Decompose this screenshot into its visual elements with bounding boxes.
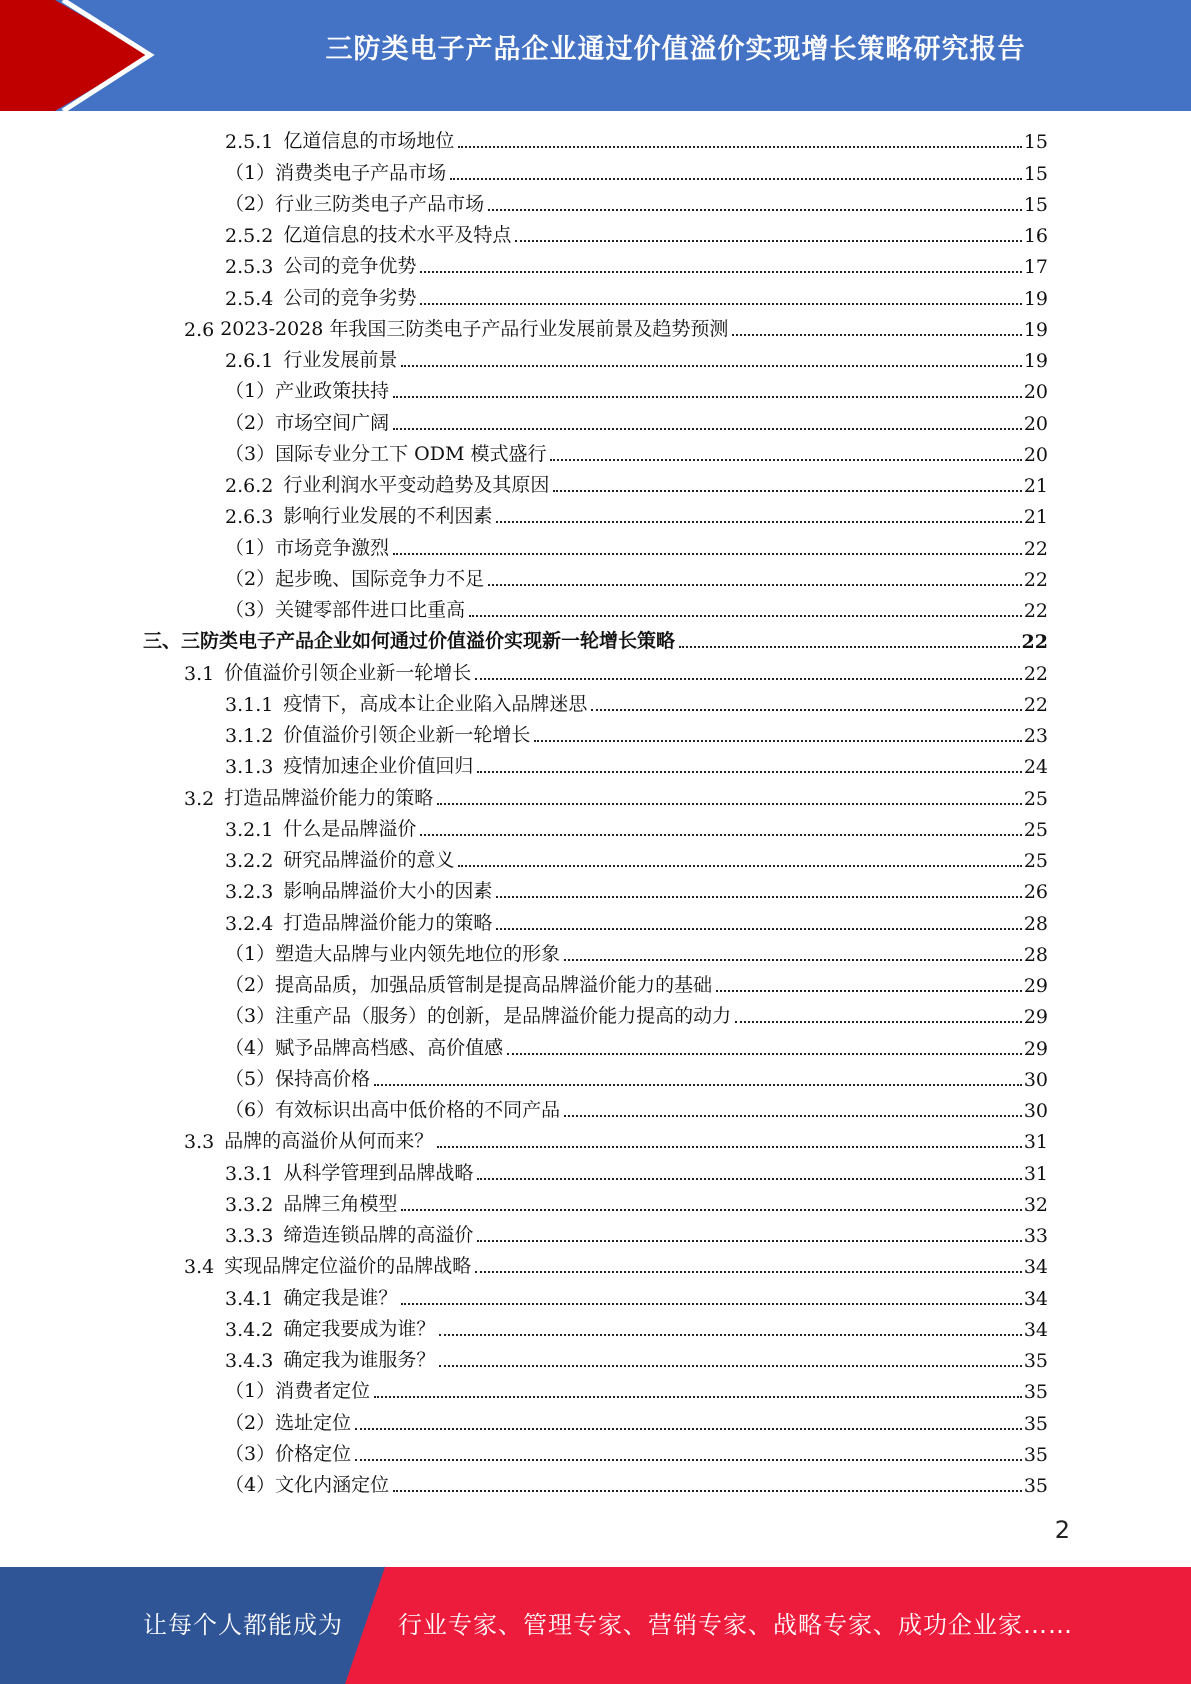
toc-entry[interactable]	[0, 597, 1191, 628]
toc-entry-title: 2023-2028 年我国三防类电子产品行业发展前景及趋势预测	[220, 317, 729, 340]
toc-entry-title: 三防类电子产品企业如何通过价值溢价实现新一轮增长策略	[181, 630, 676, 653]
toc-dot-leader	[507, 1053, 1022, 1055]
toc-entry[interactable]	[0, 534, 1191, 565]
toc-entry[interactable]	[0, 1034, 1191, 1065]
toc-entry-number: 2.5.3	[225, 256, 274, 279]
toc-entry[interactable]	[0, 378, 1191, 409]
toc-entry-line	[225, 283, 1048, 310]
toc-entry-page: 30	[1023, 1100, 1048, 1122]
toc-entry-line	[225, 970, 1048, 997]
toc-dot-leader	[458, 865, 1021, 867]
toc-entry-page: 29	[1023, 975, 1048, 997]
toc-entry-title: 文化内涵定位	[275, 1474, 390, 1496]
toc-entry[interactable]	[0, 1378, 1191, 1409]
toc-entry-page: 28	[1023, 943, 1048, 966]
toc-entry-title: 选址定位	[275, 1411, 352, 1434]
toc-dot-leader	[534, 740, 1021, 742]
toc-entry-number: （1）	[225, 380, 276, 403]
toc-entry-page: 21	[1023, 475, 1048, 497]
toc-entry-line	[225, 533, 1048, 560]
toc-entry-number: （3）	[225, 599, 276, 621]
toc-entry-number: 三、	[143, 630, 182, 653]
toc-dot-leader	[374, 1084, 1022, 1086]
toc-entry-number: 2.5.4	[225, 287, 274, 310]
toc-entry-number: （2）	[225, 192, 276, 215]
toc-entry-line	[225, 126, 1048, 153]
toc-entry-line	[225, 1376, 1048, 1403]
toc-entry-page: 15	[1023, 131, 1048, 154]
toc-dot-leader	[439, 1334, 1021, 1336]
toc-dot-leader	[496, 521, 1021, 523]
toc-entry-number: （3）	[225, 442, 276, 465]
toc-entry-line	[225, 595, 1048, 622]
toc-entry-page: 34	[1023, 1256, 1048, 1279]
toc-entry-title: 赋予品牌高档感、高价值感	[275, 1036, 504, 1059]
toc-entry-number: （5）	[225, 1067, 276, 1090]
toc-entry-number: 3.3	[184, 1131, 215, 1154]
toc-entry-title: 打造品牌溢价能力的策略	[224, 786, 434, 809]
toc-entry-title: 消费类电子产品市场	[275, 161, 447, 184]
toc-entry-line	[225, 1001, 1048, 1028]
toc-entry[interactable]	[0, 159, 1191, 190]
toc-entry-number: （3）	[225, 1005, 276, 1028]
toc-entry[interactable]	[0, 441, 1191, 472]
toc-entry-number: （3）	[225, 1442, 276, 1465]
toc-entry-page: 22	[1023, 693, 1048, 716]
toc-entry-number: 3.2	[184, 787, 215, 810]
toc-dot-leader	[374, 1396, 1022, 1398]
toc-dot-leader	[401, 1303, 1021, 1305]
toc-entry-line	[225, 1283, 1048, 1310]
toc-entry[interactable]	[0, 691, 1191, 722]
toc-entry-line	[225, 814, 1048, 841]
toc-entry-line	[225, 1470, 1048, 1497]
toc-entry[interactable]	[0, 628, 1191, 659]
toc-entry-number: （2）	[225, 411, 276, 434]
toc-dot-leader	[475, 1271, 1022, 1273]
toc-entry-page: 22	[1023, 662, 1048, 685]
toc-entry-title: 疫情下，高成本让企业陷入品牌迷思	[283, 692, 588, 715]
toc-entry-page: 17	[1023, 256, 1048, 279]
toc-entry-number: 2.5.1	[225, 131, 274, 154]
toc-entry-line	[225, 908, 1048, 935]
toc-entry-line	[225, 470, 1048, 497]
toc-entry-page: 35	[1023, 1443, 1048, 1466]
toc-entry-title: 实现品牌定位溢价的品牌战略	[224, 1255, 472, 1278]
toc-entry-title: 确定我为谁服务？	[283, 1349, 436, 1371]
toc-entry-line	[184, 314, 1048, 341]
toc-entry[interactable]	[0, 1159, 1191, 1190]
toc-entry-line	[225, 501, 1048, 528]
toc-entry[interactable]	[0, 253, 1191, 284]
toc-entry-number: 2.6.3	[225, 506, 274, 529]
toc-entry-page: 19	[1023, 318, 1048, 341]
toc-entry-line	[225, 1064, 1048, 1091]
toc-dot-leader	[716, 990, 1022, 992]
toc-entry-page: 16	[1023, 225, 1048, 247]
toc-entry-line	[225, 1189, 1048, 1216]
toc-entry[interactable]	[0, 222, 1191, 253]
toc-entry[interactable]	[0, 722, 1191, 753]
toc-entry[interactable]	[0, 847, 1191, 878]
toc-entry-number: （1）	[225, 942, 276, 965]
toc-dot-leader	[401, 365, 1021, 367]
toc-entry-title: 关键零部件进口比重高	[275, 599, 466, 621]
toc-entry[interactable]	[0, 191, 1191, 222]
toc-entry-line	[225, 1345, 1048, 1372]
toc-entry-number: （2）	[225, 1411, 276, 1434]
toc-dot-leader	[450, 178, 1022, 180]
toc-entry-number: 3.4.3	[225, 1350, 274, 1372]
toc-entry[interactable]	[0, 816, 1191, 847]
toc-entry[interactable]	[0, 1347, 1191, 1378]
toc-dot-leader	[420, 271, 1021, 273]
toc-entry-line	[225, 189, 1048, 216]
toc-entry-title: 产业政策扶持	[275, 380, 390, 403]
toc-entry-page: 25	[1023, 818, 1048, 841]
toc-entry[interactable]	[0, 1097, 1191, 1128]
table-of-contents	[0, 128, 1191, 1503]
toc-entry-line	[225, 158, 1048, 185]
toc-dot-leader	[355, 1459, 1022, 1461]
toc-entry-number: （6）	[225, 1099, 276, 1121]
toc-entry-title: 提高品质，加强品质管制是提高品牌溢价能力的基础	[275, 974, 713, 996]
toc-entry-title: 保持高价格	[275, 1067, 371, 1090]
toc-entry-number: 3.3.2	[225, 1193, 274, 1216]
toc-entry-number: 2.6	[184, 318, 215, 341]
toc-entry[interactable]	[0, 1441, 1191, 1472]
toc-entry[interactable]	[0, 347, 1191, 378]
toc-entry-title: 亿道信息的技术水平及特点	[283, 224, 512, 246]
page-header	[0, 0, 1191, 111]
toc-entry[interactable]	[0, 1191, 1191, 1222]
toc-entry-number: 2.5.2	[225, 225, 274, 247]
toc-dot-leader	[439, 1365, 1021, 1367]
toc-dot-leader	[458, 146, 1021, 148]
toc-entry-line	[184, 1251, 1048, 1278]
toc-entry-line	[225, 1439, 1048, 1466]
toc-entry-line	[225, 408, 1048, 435]
toc-entry-number: 3.4.2	[225, 1318, 274, 1341]
toc-dot-leader	[488, 209, 1022, 211]
toc-entry-number: （1）	[225, 161, 276, 184]
toc-dot-leader	[437, 1146, 1022, 1148]
toc-entry-title: 起步晚、国际竞争力不足	[275, 567, 485, 590]
toc-entry[interactable]	[0, 409, 1191, 440]
toc-entry-title: 塑造大品牌与业内领先地位的形象	[275, 942, 561, 965]
toc-entry[interactable]	[0, 1222, 1191, 1253]
toc-entry[interactable]	[0, 1066, 1191, 1097]
toc-entry-number: 3.2.3	[225, 881, 274, 904]
toc-entry-line	[225, 1220, 1048, 1247]
toc-entry-number: （2）	[225, 567, 276, 590]
toc-entry-page: 35	[1023, 1350, 1048, 1372]
toc-entry-title: 注重产品（服务）的创新，是品牌溢价能力提高的动力	[275, 1005, 732, 1028]
toc-entry-number: 3.2.1	[225, 818, 274, 841]
toc-entry-title: 行业三防类电子产品市场	[275, 192, 485, 215]
toc-entry-page: 21	[1023, 506, 1048, 529]
toc-entry-page: 25	[1023, 850, 1048, 872]
toc-dot-leader	[496, 928, 1021, 930]
toc-entry-page: 34	[1023, 1318, 1048, 1341]
toc-entry-line	[225, 376, 1048, 403]
toc-dot-leader	[564, 959, 1022, 961]
toc-entry[interactable]	[0, 972, 1191, 1003]
toc-entry-title: 品牌的高溢价从何而来？	[224, 1130, 434, 1153]
toc-dot-leader	[469, 615, 1022, 617]
toc-entry-page: 29	[1023, 1037, 1048, 1060]
toc-entry-title: 亿道信息的市场地位	[283, 130, 455, 153]
toc-entry-line	[225, 1033, 1048, 1060]
toc-entry[interactable]	[0, 1253, 1191, 1284]
toc-entry[interactable]	[0, 1472, 1191, 1503]
toc-dot-leader	[591, 709, 1021, 711]
toc-entry-number: （1）	[225, 536, 276, 559]
toc-dot-leader	[477, 1240, 1021, 1242]
toc-entry-page: 24	[1023, 756, 1048, 779]
toc-entry-line	[225, 876, 1048, 903]
toc-entry-page: 19	[1023, 287, 1048, 310]
toc-entry-page: 33	[1023, 1225, 1048, 1247]
toc-entry[interactable]	[0, 659, 1191, 690]
toc-dot-leader	[564, 1115, 1022, 1117]
toc-entry-title: 市场竞争激烈	[275, 536, 390, 559]
toc-entry-title: 研究品牌溢价的意义	[283, 849, 455, 871]
toc-entry-page: 23	[1023, 725, 1048, 747]
toc-entry-number: 3.4	[184, 1256, 215, 1279]
toc-entry-number: 3.1.2	[225, 725, 274, 747]
toc-entry-title: 品牌三角模型	[283, 1192, 398, 1215]
toc-entry-page: 31	[1023, 1162, 1048, 1185]
toc-entry[interactable]	[0, 284, 1191, 315]
toc-dot-leader	[515, 240, 1021, 242]
toc-dot-leader	[679, 646, 1020, 648]
footer-slogan-right: 行业专家、管理专家、营销专家、战略专家、成功企业家……	[398, 1611, 1073, 1639]
toc-entry-line	[225, 1408, 1048, 1435]
toc-entry-number: 3.3.3	[225, 1225, 274, 1247]
toc-entry-line	[225, 689, 1048, 716]
toc-entry-page: 35	[1023, 1412, 1048, 1435]
toc-entry-line	[184, 1126, 1048, 1153]
toc-entry-number: （2）	[225, 974, 276, 996]
toc-entry-page: 28	[1023, 912, 1048, 935]
toc-entry-line	[225, 564, 1048, 591]
toc-entry[interactable]	[0, 1128, 1191, 1159]
toc-entry-line	[225, 1095, 1048, 1122]
footer-slogan-left: 让每个人都能成为	[143, 1611, 343, 1639]
toc-entry-line	[225, 220, 1048, 247]
toc-dot-leader	[420, 834, 1021, 836]
toc-entry[interactable]	[0, 909, 1191, 940]
toc-entry-line	[225, 345, 1048, 372]
toc-entry-page: 26	[1023, 881, 1048, 904]
toc-entry-title: 公司的竞争优势	[283, 255, 417, 278]
toc-entry-page: 22	[1021, 631, 1048, 654]
toc-dot-leader	[355, 1428, 1022, 1430]
toc-entry-title: 公司的竞争劣势	[283, 286, 417, 309]
toc-entry-number: 3.4.1	[225, 1287, 274, 1310]
toc-entry-number: 3.1.3	[225, 756, 274, 779]
toc-entry[interactable]	[0, 1409, 1191, 1440]
page-number: 2	[1054, 1516, 1070, 1544]
toc-entry-line	[225, 720, 1048, 747]
toc-entry-page: 25	[1023, 787, 1048, 810]
toc-entry-title: 价值溢价引领企业新一轮增长	[224, 661, 472, 684]
toc-entry[interactable]	[0, 784, 1191, 815]
toc-entry-number: 2.6.2	[225, 475, 274, 497]
toc-entry-page: 20	[1023, 443, 1048, 466]
toc-entry-page: 32	[1023, 1193, 1048, 1216]
toc-entry-number: 3.1.1	[225, 693, 274, 716]
toc-entry-line	[225, 1158, 1048, 1185]
toc-entry-page: 15	[1023, 193, 1048, 216]
toc-entry-page: 22	[1023, 537, 1048, 560]
toc-entry[interactable]	[0, 1003, 1191, 1034]
toc-dot-leader	[401, 1209, 1021, 1211]
toc-entry-title: 缔造连锁品牌的高溢价	[283, 1224, 474, 1246]
toc-entry-line	[225, 1314, 1048, 1341]
toc-entry-line	[225, 439, 1048, 466]
toc-entry[interactable]	[0, 566, 1191, 597]
toc-entry-title: 确定我是谁？	[283, 1286, 398, 1309]
toc-entry[interactable]	[0, 316, 1191, 347]
toc-entry-number: 3.1	[184, 662, 215, 685]
toc-dot-leader	[393, 428, 1022, 430]
toc-entry-page: 35	[1023, 1381, 1048, 1404]
toc-entry-line	[184, 783, 1048, 810]
page-footer	[0, 1567, 1191, 1684]
toc-entry-title: 打造品牌溢价能力的策略	[283, 911, 493, 934]
toc-dot-leader	[553, 490, 1021, 492]
toc-entry-title: 确定我要成为谁？	[283, 1317, 436, 1340]
toc-entry-page: 20	[1023, 381, 1048, 404]
toc-entry-title: 行业发展前景	[283, 349, 398, 371]
toc-dot-leader	[488, 584, 1022, 586]
toc-entry-line	[143, 626, 1048, 653]
toc-entry-title: 价值溢价引领企业新一轮增长	[283, 724, 531, 746]
toc-entry-page: 35	[1023, 1475, 1048, 1497]
toc-entry[interactable]	[0, 753, 1191, 784]
toc-entry-page: 34	[1023, 1287, 1048, 1310]
toc-entry-page: 29	[1023, 1006, 1048, 1029]
toc-entry-title: 什么是品牌溢价	[283, 817, 417, 840]
toc-entry-title: 市场空间广阔	[275, 411, 390, 434]
toc-entry-title: 国际专业分工下 ODM 模式盛行	[275, 442, 547, 465]
header-title: 三防类电子产品企业通过价值溢价实现增长策略研究报告	[325, 34, 1026, 65]
toc-entry-number: 2.6.1	[225, 350, 274, 372]
toc-entry-number: 3.2.4	[225, 912, 274, 935]
toc-dot-leader	[477, 771, 1021, 773]
toc-entry-number: （1）	[225, 1380, 276, 1403]
toc-entry-line	[225, 939, 1048, 966]
toc-entry-page: 19	[1023, 350, 1048, 372]
toc-dot-leader	[393, 553, 1022, 555]
toc-dot-leader	[477, 1178, 1021, 1180]
toc-entry-title: 疫情加速企业价值回归	[283, 755, 474, 778]
toc-dot-leader	[732, 334, 1021, 336]
toc-entry-title: 有效标识出高中低价格的不同产品	[275, 1099, 561, 1121]
toc-dot-leader	[437, 803, 1022, 805]
toc-entry-page: 31	[1023, 1131, 1048, 1154]
toc-entry-number: （4）	[225, 1474, 276, 1496]
toc-entry-line	[225, 251, 1048, 278]
toc-dot-leader	[496, 896, 1021, 898]
toc-entry-page: 15	[1023, 162, 1048, 185]
toc-entry[interactable]	[0, 472, 1191, 503]
toc-entry-page: 22	[1023, 600, 1048, 622]
toc-entry-page: 30	[1023, 1068, 1048, 1091]
toc-entry[interactable]	[0, 1316, 1191, 1347]
toc-entry[interactable]	[0, 941, 1191, 972]
toc-entry-line	[225, 751, 1048, 778]
toc-entry[interactable]	[0, 1284, 1191, 1315]
toc-entry-number: 3.3.1	[225, 1162, 274, 1185]
toc-entry-title: 影响行业发展的不利因素	[283, 505, 493, 528]
toc-dot-leader	[393, 1490, 1022, 1492]
toc-entry[interactable]	[0, 878, 1191, 909]
toc-entry-number: 3.2.2	[225, 850, 274, 872]
toc-entry-page: 22	[1023, 568, 1048, 591]
toc-entry-line	[225, 845, 1048, 872]
toc-entry-number: （4）	[225, 1036, 276, 1059]
toc-entry-title: 消费者定位	[275, 1380, 371, 1403]
toc-entry-title: 行业利润水平变动趋势及其原因	[283, 474, 550, 496]
toc-entry-page: 20	[1023, 412, 1048, 435]
toc-entry[interactable]	[0, 128, 1191, 159]
toc-entry-line	[184, 658, 1048, 685]
toc-dot-leader	[475, 678, 1022, 680]
toc-dot-leader	[420, 303, 1021, 305]
toc-dot-leader	[735, 1021, 1022, 1023]
toc-entry-title: 影响品牌溢价大小的因素	[283, 880, 493, 903]
toc-entry-title: 价格定位	[275, 1442, 352, 1465]
toc-dot-leader	[393, 396, 1022, 398]
toc-entry-title: 从科学管理到品牌战略	[283, 1161, 474, 1184]
toc-dot-leader	[550, 459, 1021, 461]
toc-entry[interactable]	[0, 503, 1191, 534]
